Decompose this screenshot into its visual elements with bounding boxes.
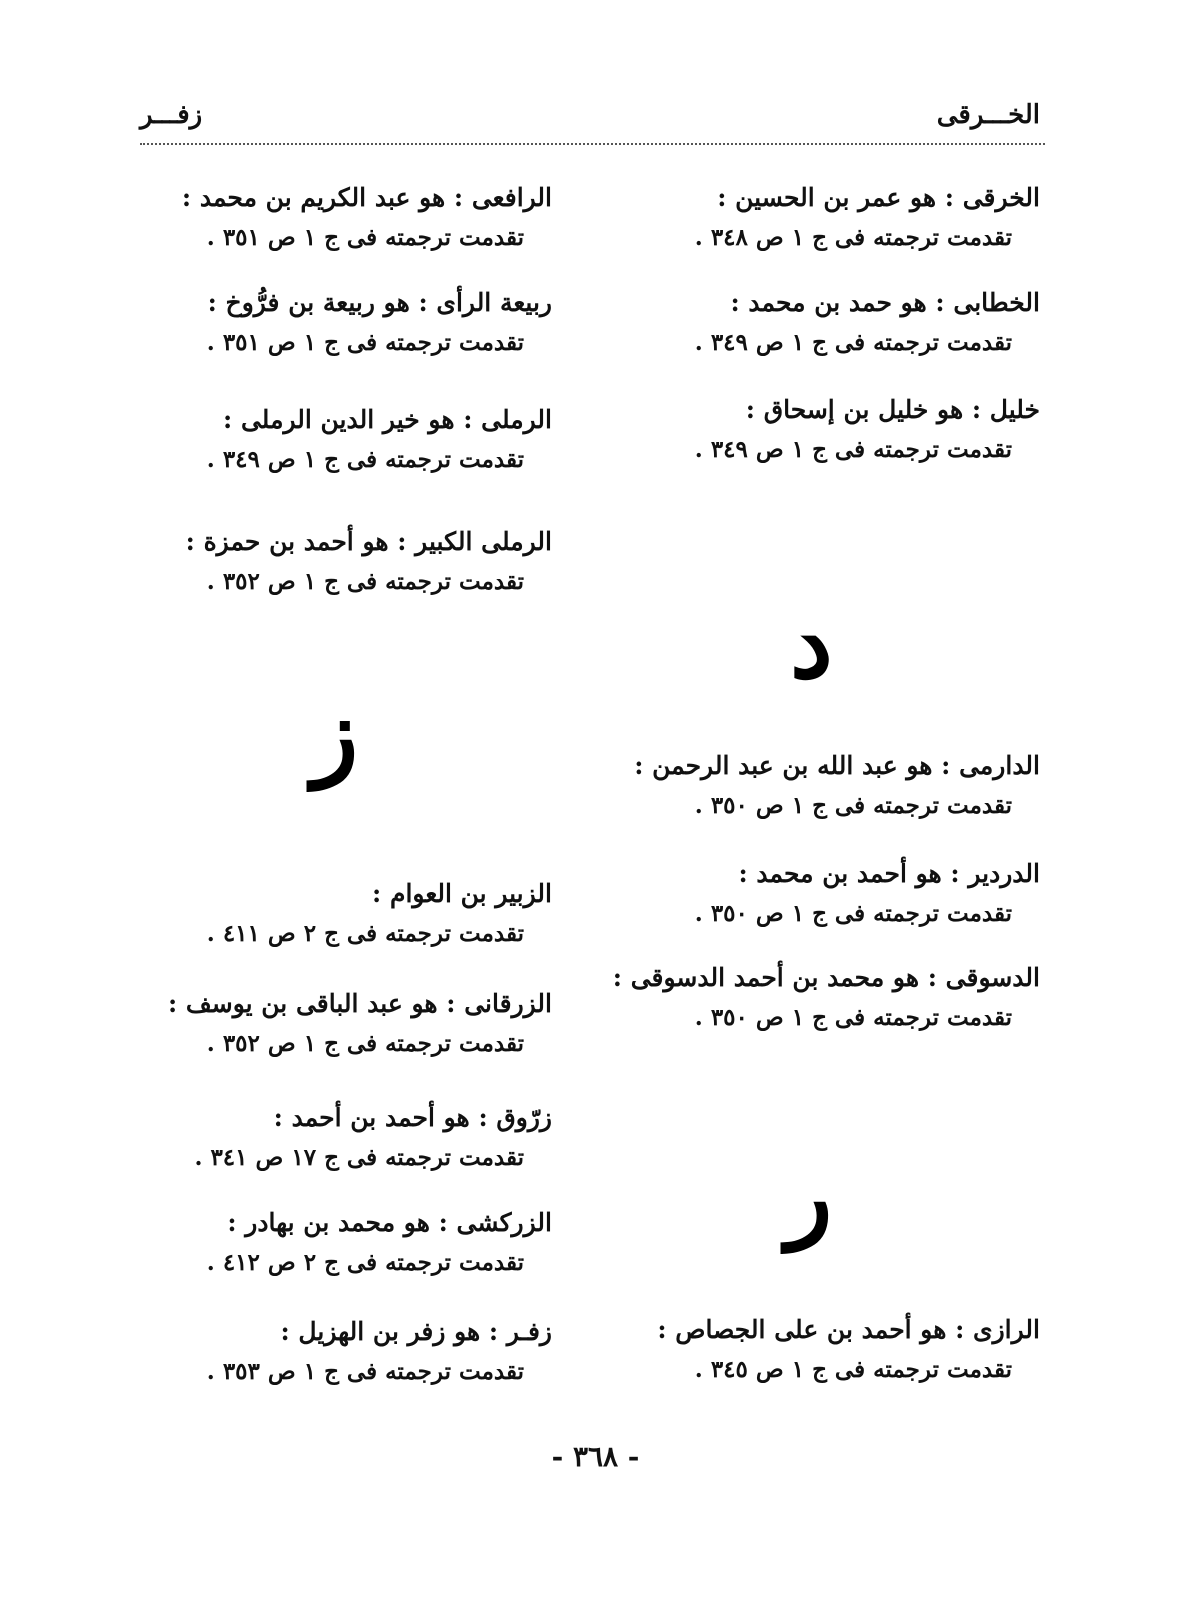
entry-reference: تقدمت ترجمته فى ج ١ ص ٣٤٨ . <box>694 224 1012 251</box>
entry-reference: تقدمت ترجمته فى ج ١ ص ٣٥٠ . <box>694 792 1012 819</box>
entry-term: الدسوقى : هو محمد بن أحمد الدسوقى : <box>612 963 1040 992</box>
entry-reference: تقدمت ترجمته فى ج ١ ص ٣٥١ . <box>206 224 524 251</box>
running-header <box>140 100 1040 144</box>
section-heading-ra: ر <box>786 1139 833 1252</box>
entry-term: الدردير : هو أحمد بن محمد : <box>738 859 1040 888</box>
entry-term: الرملى : هو خير الدين الرملى : <box>223 405 552 434</box>
entry-term: الزركشى : هو محمد بن بهادر : <box>227 1208 552 1237</box>
entry-reference: تقدمت ترجمته فى ج ١ ص ٣٤٩ . <box>694 329 1012 356</box>
entry-reference: تقدمت ترجمته فى ج ١ ص ٣٤٩ . <box>206 446 524 473</box>
entry-dasuqi <box>600 958 1040 1038</box>
entry-reference: تقدمت ترجمته فى ج ٢ ص ٤١١ . <box>206 920 524 947</box>
entry-darimi <box>600 746 1040 826</box>
entry-khalil <box>600 390 1040 470</box>
entry-zubayr <box>140 874 552 954</box>
entry-term: الدارمى : هو عبد الله بن عبد الرحمن : <box>634 751 1040 780</box>
entry-term: الرافعى : هو عبد الكريم بن محمد : <box>181 183 552 212</box>
entry-term: الرازى : هو أحمد بن على الجصاص : <box>657 1315 1040 1344</box>
section-heading-zay: ز <box>312 677 359 790</box>
entry-reference: تقدمت ترجمته فى ج ١ ص ٣٥٠ . <box>694 1004 1012 1031</box>
entry-reference: تقدمت ترجمته فى ج ١٧ ص ٣٤١ . <box>194 1144 524 1171</box>
entry-term: الخطابى : هو حمد بن محمد : <box>730 288 1040 317</box>
entry-zarkashi <box>140 1203 552 1283</box>
entry-zufar <box>140 1312 552 1392</box>
section-heading-dal: د <box>790 587 833 700</box>
entry-rabia <box>140 283 552 363</box>
entry-term: الزرقانى : هو عبد الباقى بن يوسف : <box>167 989 552 1018</box>
entry-zarruq <box>140 1098 552 1178</box>
entry-reference: تقدمت ترجمته فى ج ١ ص ٣٥٢ . <box>206 568 524 595</box>
entry-term: زفـر : هو زفر بن الهزيل : <box>280 1317 552 1346</box>
entry-term: الخرقى : هو عمر بن الحسين : <box>717 183 1040 212</box>
entry-reference: تقدمت ترجمته فى ج ٢ ص ٤١٢ . <box>206 1249 524 1276</box>
entry-reference: تقدمت ترجمته فى ج ١ ص ٣٤٩ . <box>694 436 1012 463</box>
header-first-entry: الخـــرقى <box>936 100 1040 130</box>
entry-term: زرّوق : هو أحمد بن أحمد : <box>273 1103 552 1132</box>
entry-dardir <box>600 854 1040 934</box>
entry-razi <box>600 1310 1040 1390</box>
entry-term: ربيعة الرأى : هو ربيعة بن فرُّوخ : <box>207 288 552 317</box>
entry-reference: تقدمت ترجمته فى ج ١ ص ٣٤٥ . <box>694 1356 1012 1383</box>
entry-zurqani <box>140 984 552 1064</box>
entry-term: خليل : هو خليل بن إسحاق : <box>745 395 1040 424</box>
entry-khattabi <box>600 283 1040 363</box>
entry-khiraqi <box>600 178 1040 258</box>
entry-reference: تقدمت ترجمته فى ج ١ ص ٣٥١ . <box>206 329 524 356</box>
entry-reference: تقدمت ترجمته فى ج ١ ص ٣٥٣ . <box>206 1358 524 1385</box>
header-dotted-rule <box>140 143 1045 145</box>
entry-reference: تقدمت ترجمته فى ج ١ ص ٣٥٢ . <box>206 1030 524 1057</box>
header-last-entry: زفـــر <box>140 100 203 130</box>
page-number: - ٣٦٨ - <box>551 1440 640 1473</box>
entry-ramli <box>140 400 552 480</box>
entry-reference: تقدمت ترجمته فى ج ١ ص ٣٥٠ . <box>694 900 1012 927</box>
entry-rafii <box>140 178 552 258</box>
entry-term: الرملى الكبير : هو أحمد بن حمزة : <box>185 527 552 556</box>
entry-term: الزبير بن العوام : <box>372 879 552 908</box>
entry-ramli-kabir <box>140 522 552 602</box>
